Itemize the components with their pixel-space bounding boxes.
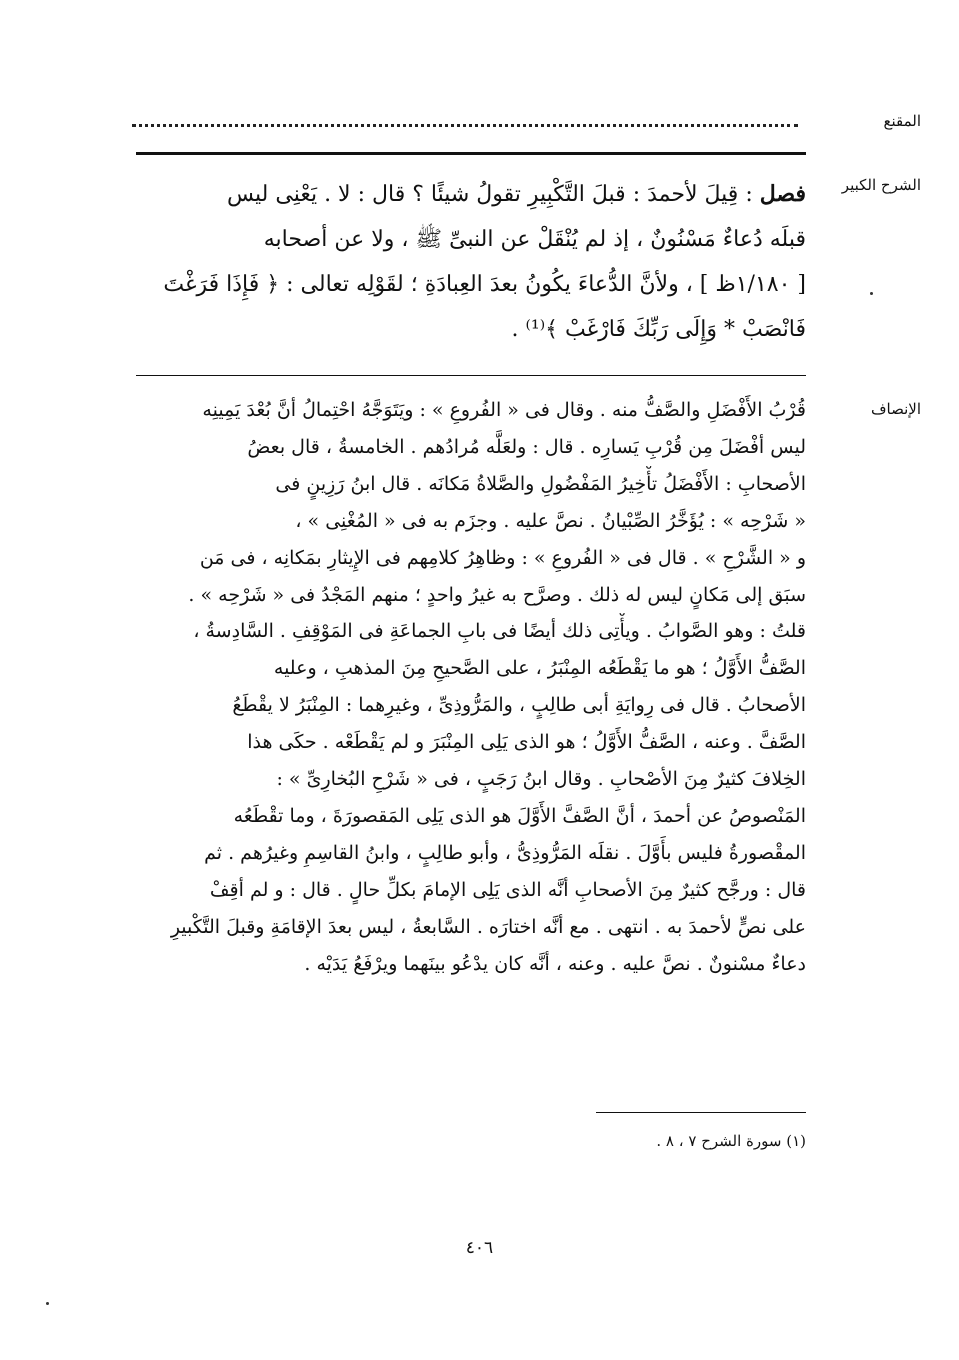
- text-line: فصل : قِيلَ لأحمدَ : قبلَ التَّكْبِيرِ تقولُ شيئًا ؟ قال : لا . يَعْنِى ليس: [226, 181, 806, 207]
- text-line: و « الشَّرْحِ » . قال فى « الفُروعِ » : وظاهِرُ كلامِهم فى الإِيثارِ بمَكانِه ، فى مَن: [199, 546, 806, 569]
- text-line: قُرْبُ الأَفْضَلِ والصَّفُّ منه . وقال فى « الفُروعِ » : ويَتَوَجَّهُ احْتِمالُ أنَّ بُعْدَ يَمِينِه: [202, 399, 806, 421]
- text-line: على نصٍّ لأحمدَ به . انتهى . مع أنَّه اختارَه . السَّابعةُ ، ليس بعدَ الإقامَةِ وقبلَ التَّكْبيرِ: [170, 915, 806, 938]
- text-line: قبلَه دُعاءٌ مَسْنُونٌ ، إذ لم يُنْقَلْ عن النبىِّ ﷺ ، ولا عن أصحابه: [263, 227, 806, 252]
- text-line: قال : ورجَّح كثيرٌ مِنَ الأصحابِ أنَّه الذى يَلِى الإمامَ بكلِّ حالٍ . قال : و لم أقِفْ: [209, 878, 806, 901]
- text-line: المقْصورةُ فليس بأَوَّلَ . نقلَه المَرُّوذِىُّ ، وأبو طالِبٍ ، وابنُ القاسِمِ وغيرُهم . ثم: [204, 841, 806, 864]
- muqni-dotted-divider: [132, 124, 798, 127]
- text-line: [ ١/١٨٠ظ ] ، ولأنَّ الدُّعاءَ يكُونُ بعدَ العِبادَةِ ؛ لقَوْلِه تعالى : ﴿ فَإِذَا فَرَغْتَ: [163, 272, 806, 297]
- text-line: الأصحابِ : الأَفْضَلُ تأْخِيرُ المَفْضُولِ والصَّلاةُ مَكانَه . قال ابنُ رَزِينٍ فى: [275, 472, 806, 495]
- text-line: ليس أفْضَلَ مِن قُرْبِ يَسارِه . قال : ولعَلَّه مُرادُهم . الخامسةُ ، قال بعضُ: [247, 435, 806, 458]
- page-number: ٤٠٦: [465, 1238, 494, 1258]
- scan-speck: [46, 1302, 49, 1305]
- text-line: الصَّفَّ . وعنه ، الصَّفُّ الأَوَّلُ ؛ هو الذى يَلِى المِنْبَرَ و لم يَقْطَعْه . حكَى هذا: [247, 731, 806, 754]
- insaf-divider: [136, 375, 806, 376]
- text-line: سبَق إلى مَكانٍ ليس له ذلك . وصرَّح به غيرُ واحدٍ ؛ منهم المَجْدُ فى « شَرْحِه » .: [188, 583, 806, 606]
- insaf-text: [134, 392, 806, 983]
- fasl-heading: فصل: [759, 181, 806, 207]
- text-line: فَانْصَبْ * وَإِلَى رَبِّكَ فَارْغَبْ ﴾⁽¹⁾ .: [511, 317, 806, 342]
- text-line: الخِلافَ كثيرٌ مِنَ الأصْحابِ . وقال ابنُ رَجَبٍ ، فى « شَرْحِ البُخارِىِّ » :: [276, 768, 806, 791]
- section-label-insaf: الإنصاف: [870, 400, 921, 418]
- footnote: (١) سورة الشرح ٧ ، ٨ .: [656, 1132, 806, 1150]
- text-line: الصَّفُّ الأَوَّلُ ؛ هو ما يَقْطَعُه المِنْبَرُ ، على الصَّحيحِ مِنَ المذهبِ ، وعليه: [273, 657, 806, 680]
- sharh-divider: [136, 152, 806, 155]
- sharh-kabir-text: [134, 172, 806, 352]
- text-line: الأصحابُ . قال فى رِوايَةِ أبى طالِبٍ ، والمَرُّوذِىِّ ، وغيرِهما : المِنْبَرُ لا يقْطَعُ: [232, 694, 806, 717]
- section-label-sharh-kabir: الشرح الكبير: [841, 176, 921, 194]
- text-line: « شَرْحِه » : يُؤَخَّرُ الصِّبْيانُ . نصَّ عليه . وجزَم به فى « المُغْنِى » ،: [295, 509, 806, 532]
- footnote-divider: [596, 1112, 806, 1113]
- text-line: قلتُ : وهو الصَّوابُ . ويأْتِى ذلك أيضًا فى بابِ الجماعَةِ فى المَوْقِفِ . السَّادِسةُ ،: [193, 620, 806, 643]
- section-label-muqni: المقنع: [883, 112, 921, 130]
- scan-speck: [870, 292, 873, 295]
- text-line: المَنْصوصُ عن أحمدَ ، أنَّ الصَّفَّ الأَوَّلَ هو الذى يَلِى المَقصورَةَ ، وما تقْطَعُه: [233, 804, 806, 827]
- text-line: دعاءٌ مسْنونٌ . نصَّ عليه . وعنه ، أنَّه كان يدْعُو بينَهما ويرْفَعُ يَدَيْه .: [304, 952, 806, 975]
